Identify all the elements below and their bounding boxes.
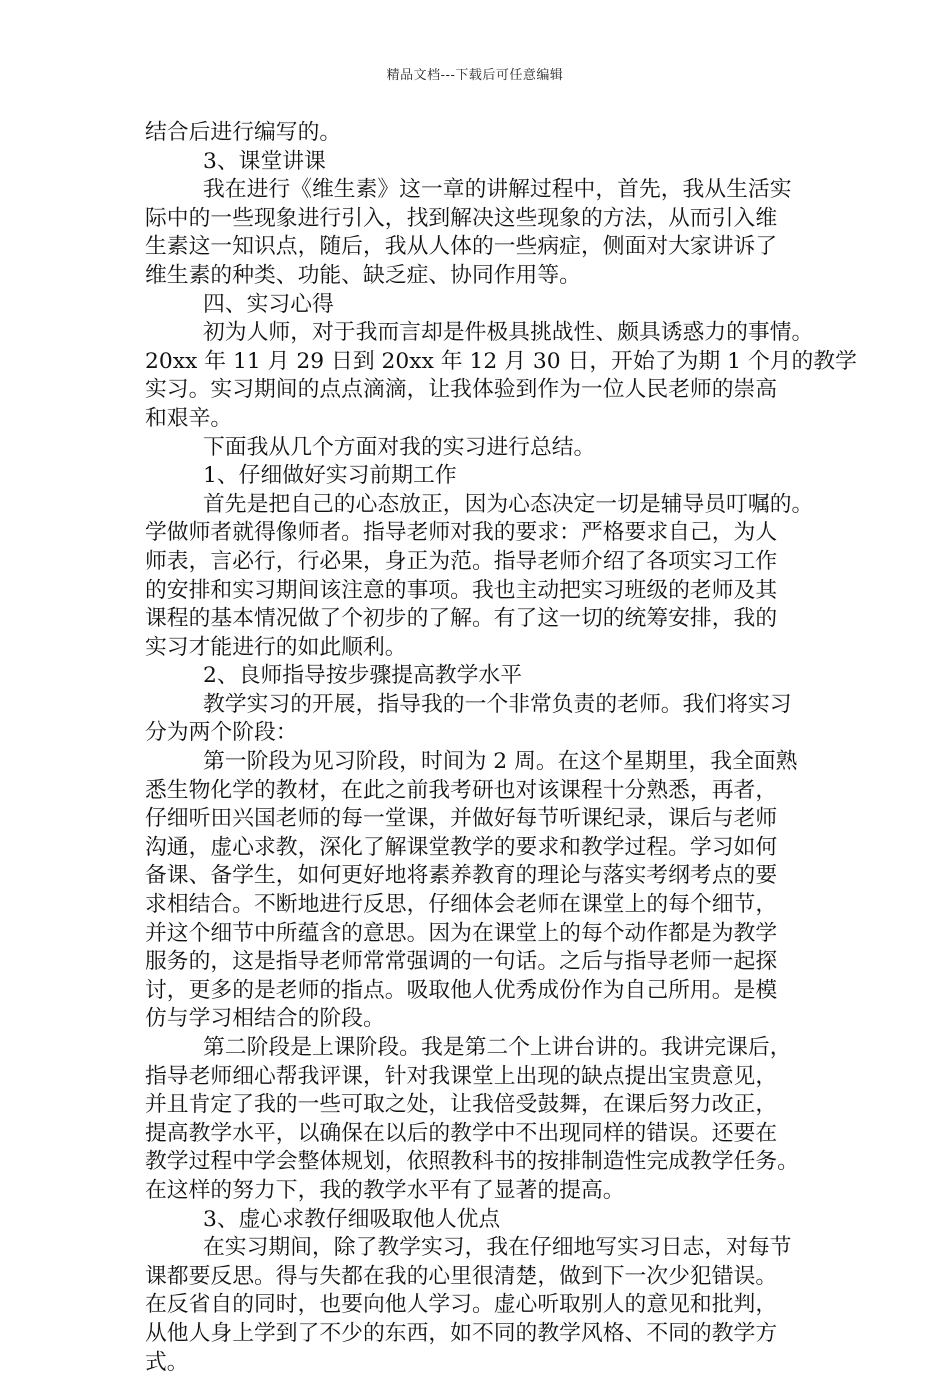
- page-header: 精品文档---下载后可任意编辑: [386, 68, 564, 83]
- text-line: 生素这一知识点，随后，我从人体的一些病症，侧面对大家讲诉了: [145, 234, 778, 260]
- text-line: 从他人身上学到了不少的东西，如不同的教学风格、不同的教学方: [145, 1320, 778, 1346]
- text-line: 仔细听田兴国老师的每一堂课，并做好每节听课纪录，课后与老师: [145, 806, 778, 832]
- text-line: 提高教学水平，以确保在以后的教学中不出现同样的错误。还要在: [145, 1120, 778, 1146]
- text-line: 第一阶段为见习阶段，时间为 2 周。在这个星期里，我全面熟: [203, 749, 798, 775]
- text-line: 仿与学习相结合的阶段。: [145, 1006, 385, 1032]
- text-line: 并且肯定了我的一些可取之处，让我倍受鼓舞，在课后努力改正，: [145, 1092, 778, 1118]
- text-line: 的安排和实习期间该注意的事项。我也主动把实习班级的老师及其: [145, 577, 778, 603]
- text-line: 下面我从几个方面对我的实习进行总结。: [203, 434, 596, 460]
- text-line: 学做师者就得像师者。指导老师对我的要求：严格要求自己，为人: [145, 520, 778, 546]
- text-line: 第二阶段是上课阶段。我是第二个上讲台讲的。我讲完课后，: [203, 1035, 792, 1060]
- text-line: 式。: [145, 1349, 189, 1375]
- text-line: 服务的，这是指导老师常常强调的一句话。之后与指导老师一起探: [145, 949, 778, 975]
- text-line: 在反省自的同时，也要向他人学习。虚心听取别人的意见和批判，: [145, 1292, 778, 1318]
- text-line: 实习。实习期间的点点滴滴，让我体验到作为一位人民老师的崇高: [145, 377, 778, 403]
- text-line: 在这样的努力下，我的教学水平有了显著的提高。: [145, 1177, 625, 1203]
- text-line: 20xx 年 11 月 29 日到 20xx 年 12 月 30 日，开始了为期 1 个月的教学: [145, 348, 857, 374]
- text-line: 教学过程中学会整体规划，依照教科书的按排制造性完成教学任务。: [145, 1149, 799, 1175]
- text-line: 指导老师细心帮我评课，针对我课堂上出现的缺点提出宝贵意见，: [145, 1063, 778, 1089]
- text-line: 1、仔细做好实习前期工作: [203, 463, 457, 489]
- text-line: 四、实习心得: [203, 291, 334, 317]
- text-line: 2、良师指导按步骤提高教学水平: [203, 663, 523, 689]
- text-line: 课程的基本情况做了个初步的了解。有了这一切的统筹安排，我的: [145, 606, 778, 632]
- text-line: 我在进行《维生素》这一章的讲解过程中，首先，我从生活实: [203, 177, 792, 203]
- text-line: 初为人师，对于我而言却是件极具挑战性、颇具诱惑力的事情。: [203, 320, 814, 346]
- text-line: 并这个细节中所蕴含的意思。因为在课堂上的每个动作都是为教学: [145, 920, 778, 946]
- text-line: 课都要反思。得与失都在我的心里很清楚，做到下一次少犯错误。: [145, 1263, 778, 1289]
- text-line: 际中的一些现象进行引入，找到解决这些现象的方法，从而引入维: [145, 205, 778, 231]
- text-line: 分为两个阶段：: [145, 720, 298, 746]
- text-line: 悉生物化学的教材，在此之前我考研也对该课程十分熟悉，再者，: [145, 777, 778, 803]
- text-line: 和艰辛。: [145, 405, 233, 431]
- text-line: 在实习期间，除了教学实习，我在仔细地写实习日志，对每节: [203, 1235, 792, 1261]
- text-line: 备课、备学生，如何更好地将素养教育的理论与落实考纲考点的要: [145, 863, 778, 889]
- text-line: 求相结合。不断地进行反思，仔细体会老师在课堂上的每个细节，: [145, 892, 778, 918]
- text-line: 3、课堂讲课: [203, 148, 326, 174]
- text-line: 教学实习的开展，指导我的一个非常负责的老师。我们将实习: [203, 691, 792, 717]
- text-line: 实习才能进行的如此顺利。: [145, 634, 407, 660]
- document-body: [145, 119, 857, 1377]
- text-line: 讨，更多的是老师的指点。吸取他人优秀成份作为自己所用。是模: [145, 977, 778, 1003]
- text-line: 维生素的种类、功能、缺乏症、协同作用等。: [145, 262, 581, 288]
- text-line: 师表，言必行，行必果，身正为范。指导老师介绍了各项实习工作: [145, 548, 778, 574]
- text-line: 3、虚心求教仔细吸取他人优点: [203, 1206, 501, 1232]
- text-line: 首先是把自己的心态放正，因为心态决定一切是辅导员叮嘱的。: [203, 491, 814, 517]
- text-line: 沟通，虚心求教，深化了解课堂教学的要求和教学过程。学习如何: [145, 834, 778, 860]
- text-line: 结合后进行编写的。: [145, 120, 342, 145]
